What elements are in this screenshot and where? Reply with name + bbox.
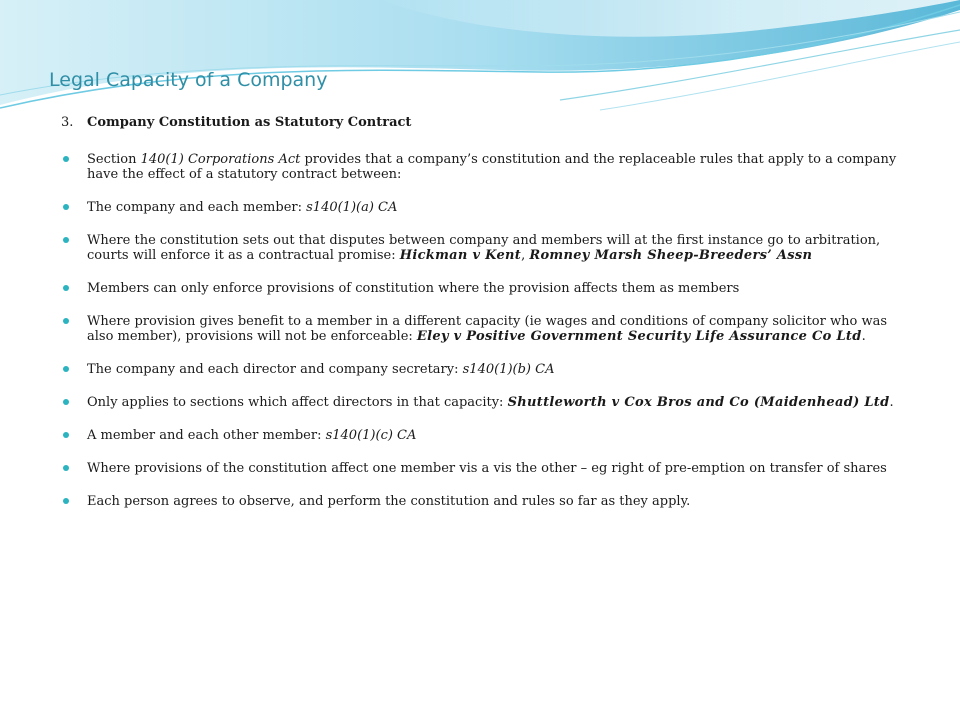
bullet-dot-icon — [63, 432, 69, 438]
bullet-item: Where provision gives benefit to a member in a different capacity (ie wages and conditions of company solicitor who was also member), provisions will not be enforceable: Eley v Positive Government Security Life Assurance Co Ltd. — [61, 314, 906, 344]
bullet-dot-icon — [63, 366, 69, 372]
bullet-item: Members can only enforce provisions of constitution where the provision affects them as members — [61, 281, 906, 296]
bullet-item: The company and each director and company secretary: s140(1)(b) CA — [61, 362, 906, 377]
statute-reference: s140(1)(b) CA — [462, 362, 555, 377]
case-citation: Romney Marsh Sheep-Breeders’ Assn — [529, 248, 813, 263]
section-number: 3. — [61, 115, 74, 130]
case-citation: Shuttleworth v Cox Bros and Co (Maidenhead) Ltd — [507, 395, 890, 410]
header-wave-decoration — [0, 0, 960, 130]
bullet-dot-icon — [63, 237, 69, 243]
bullet-item: The company and each member: s140(1)(a) CA — [61, 200, 906, 215]
statute-reference: s140(1)(c) CA — [325, 428, 417, 443]
bullet-dot-icon — [63, 285, 69, 291]
case-citation: Hickman v Kent — [399, 248, 522, 263]
bullet-item: Where provisions of the constitution affect one member vis a vis the other – eg right of pre-emption on transfer of shares — [61, 461, 906, 476]
bullet-dot-icon — [63, 156, 69, 162]
bullet-item: Only applies to sections which affect directors in that capacity: Shuttleworth v Cox Bros and Co (Maidenhead) Ltd. — [61, 395, 906, 410]
section-heading-text: Company Constitution as Statutory Contract — [87, 115, 412, 130]
slide-title: Legal Capacity of a Company — [49, 69, 328, 91]
bullet-item: Section 140(1) Corporations Act provides that a company’s constitution and the replaceable rules that apply to a company have the effect of a statutory contract between: — [61, 152, 906, 182]
bullet-dot-icon — [63, 318, 69, 324]
bullet-item: Where the constitution sets out that disputes between company and members will at the first instance go to arbitration, courts will enforce it as a contractual promise: Hickman v Kent, Romney Marsh Sheep-Breeders’ Assn — [61, 233, 906, 263]
bullet-item: A member and each other member: s140(1)(c) CA — [61, 428, 906, 443]
slide-content — [61, 115, 906, 527]
section-heading — [61, 115, 906, 130]
bullet-item: Each person agrees to observe, and perform the constitution and rules so far as they apply. — [61, 494, 906, 509]
bullet-dot-icon — [63, 204, 69, 210]
statute-reference: 140(1) Corporations Act — [140, 152, 301, 167]
bullet-dot-icon — [63, 498, 69, 504]
case-citation: Eley v Positive Government Security Life Assurance Co Ltd — [416, 329, 862, 344]
bullet-dot-icon — [63, 399, 69, 405]
statute-reference: s140(1)(a) CA — [306, 200, 398, 215]
bullet-dot-icon — [63, 465, 69, 471]
